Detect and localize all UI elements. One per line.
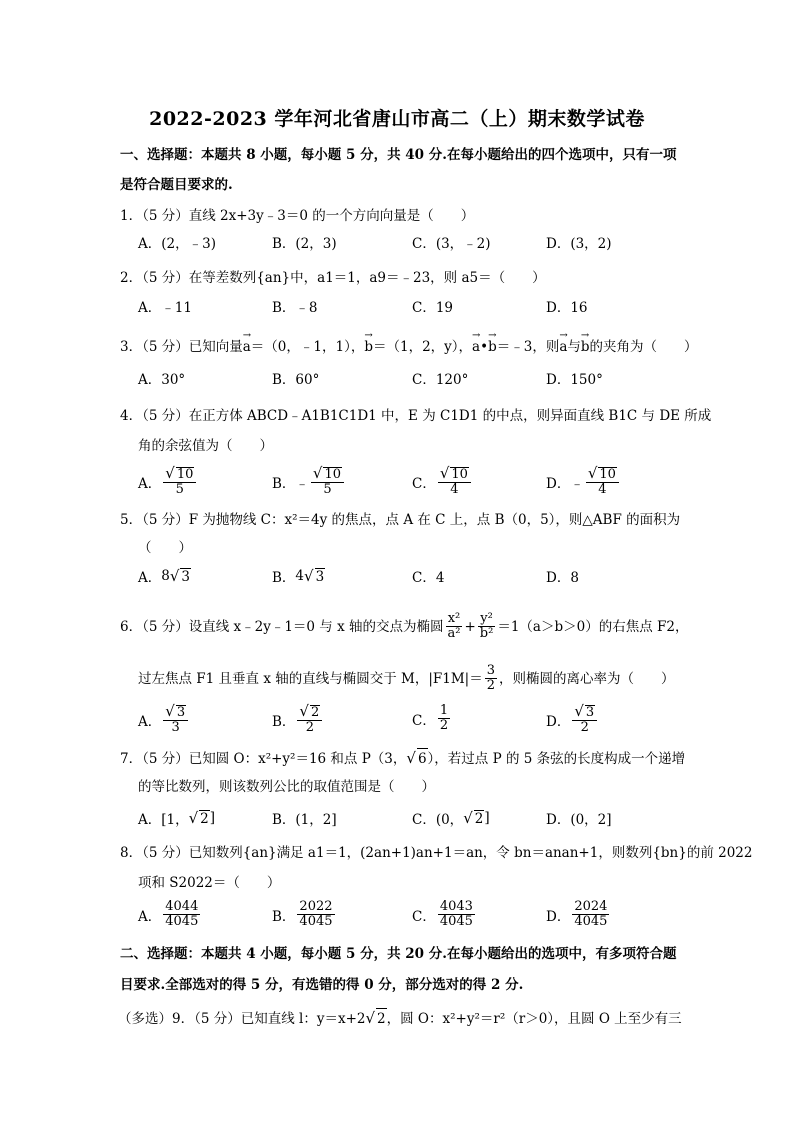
q6-option-d: D． $\frac{√ 3}{2}$ [546, 704, 599, 735]
q7-option-a: A．[1， √ 2 ] [138, 809, 216, 828]
q2-stem: 2．（5 分）在等差数列{an}中，a1＝1，a9＝﹣23，则 a5＝（ ） [120, 270, 546, 286]
q1-option-d: D．(3，2) [546, 236, 612, 252]
q5-stem-line1: 5．（5 分）F 为抛物线 C：x²＝4y 的焦点，点 A 在 C 上，点 B（0，5），则△ABF 的面积为 [120, 512, 681, 528]
q3-option-d: D．150° [546, 372, 603, 388]
q3-option-a: A．30° [138, 372, 186, 388]
q3-stem-mid2: ＝（1，2，y）， [372, 339, 473, 355]
vector-a: → a [243, 337, 251, 357]
q3-stem: 3．（5 分）已知向量→ a＝（0，﹣1，1），→ b＝（1，2，y），→ a•→ b＝﹣3，则→ a与→ b的夹角为（ ） [120, 337, 698, 357]
q8-stem-line1: 8．（5 分）已知数列{an}满足 a1＝1，(2an+1)an+1＝an，令 bn＝anan+1，则数列{bn}的前 2022 [120, 845, 753, 861]
q9-stem: （多选）9．（5 分）已知直线 l：y＝x+2√ 2，圆 O：x²+y²＝r²（r＞0），且圆 O 上至少有三 [118, 1009, 682, 1027]
vector-a-angle: → a [559, 337, 567, 357]
q4-option-d: D．﹣ $\frac{√ 10}{4}$ [546, 466, 621, 497]
q3-stem-mid: ＝（0，﹣1，1）， [250, 339, 365, 355]
q2-option-c: C．19 [412, 300, 454, 316]
q2-option-a: A．﹣11 [138, 300, 192, 316]
section2-heading-line1: 二、选择题：本题共 4 小题，每小题 5 分，共 20 分.在每小题给出的选项中，有多项符合题 [120, 946, 677, 962]
q8-option-d: D． $\frac{2024}{4045}$ [546, 899, 608, 929]
q4-options [138, 462, 698, 502]
q5-option-b: B． 4 √ 3 [272, 567, 325, 586]
q5-option-c: C．4 [412, 570, 445, 586]
q4-option-b: B．﹣ $\frac{√ 10}{5}$ [272, 466, 346, 497]
ellipse-x-term: $\frac{\text{x²}}{\text{a²}}$ [447, 611, 461, 641]
q5-option-d: D．8 [546, 570, 579, 586]
q8-option-b: B． $\frac{2022}{4045}$ [272, 899, 333, 929]
q3-stem-post: 的夹角为（ ） [589, 339, 698, 355]
q5-stem-line2: （ ） [138, 540, 192, 556]
q2-option-b: B．﹣8 [272, 300, 318, 316]
q2-options [138, 296, 698, 326]
q1-stem: 1．（5 分）直线 2x+3y﹣3＝0 的一个方向向量是（ ） [120, 208, 475, 224]
q3-option-c: C．120° [412, 372, 469, 388]
q7-options [138, 808, 698, 838]
section2-heading-line2: 目要求.全部选对的得 5 分，有选错的得 0 分，部分选对的得 2 分. [120, 977, 524, 993]
q6-option-b: B． $\frac{√ 2}{2}$ [272, 704, 324, 735]
q4-option-c: C． $\frac{√ 10}{4}$ [412, 466, 473, 497]
q7-stem-line1: 7．（5 分）已知圆 O：x²+y²＝16 和点 P（3，√ 6），若过点 P 的 5 条弦的长度构成一个递增 [120, 749, 686, 767]
q1-option-a: A．(2，﹣3) [138, 236, 216, 252]
q8-option-a: A． $\frac{4044}{4045}$ [138, 899, 199, 929]
q3-option-b: B．60° [272, 372, 320, 388]
q3-stem-pre: 3．（5 分）已知向量 [120, 339, 243, 355]
q6-option-a: A． $\frac{√ 3}{3}$ [138, 704, 190, 735]
q3-options [138, 368, 698, 398]
q3-stem-mid3: ＝﹣3，则 [496, 339, 560, 355]
q7-option-c: C．(0， √ 2 ] [412, 809, 490, 828]
q2-option-d: D．16 [546, 300, 588, 316]
section1-heading-line1: 一、选择题：本题共 8 小题，每小题 5 分，共 40 分.在每小题给出的四个选项中，只有一项 [120, 147, 677, 163]
page-title: 2022-2023 学年河北省唐山市高二（上）期末数学试卷 [149, 108, 645, 130]
q5-option-a: A． 8 √ 3 [138, 567, 190, 586]
q6-stem-line2: 过左焦点 F1 且垂直 x 轴的直线与椭圆交于 M，|F1M|＝ $\frac{3}{2}$ ，则椭圆的离心率为（ ） [138, 663, 675, 693]
q4-stem-line1: 4．（5 分）在正方体 ABCD﹣A1B1C1D1 中，E 为 C1D1 的中点，则异面直线 B1C 与 DE 所成 [120, 408, 712, 424]
ellipse-y-term: $\frac{\text{y²}}{\text{b²}}$ [479, 611, 494, 641]
q8-options [138, 900, 698, 940]
q7-option-d: D．(0，2] [546, 812, 612, 828]
q7-option-b: B．(1，2] [272, 812, 337, 828]
q8-stem-line2: 项和 S2022＝（ ） [138, 875, 281, 891]
q6-option-c: C． $\frac{1}{2}$ [412, 703, 449, 733]
q4-stem-line2: 角的余弦值为（ ） [138, 438, 273, 454]
q1-options [138, 232, 698, 262]
q5-options [138, 566, 698, 596]
vector-b-dot: → b [488, 337, 497, 357]
vector-b-angle: → b [581, 337, 590, 357]
vector-a-dot: → a [472, 337, 480, 357]
q4-option-a: A． $\frac{√ 10}{5}$ [138, 466, 198, 497]
q1-option-c: C．(3，﹣2) [412, 236, 491, 252]
section1-heading-line2: 是符合题目要求的. [120, 177, 233, 193]
q7-stem-line2: 的等比数列，则该数列公比的取值范围是（ ） [138, 779, 435, 795]
q6-options [138, 702, 698, 742]
q1-option-b: B．(2，3) [272, 236, 337, 252]
q6-stem-line1: 6．（5 分）设直线 x﹣2y﹣1＝0 与 x 轴的交点为椭圆 $\frac{\text{x²}}{\text{a²}}$ + $\frac{\text{y²}}{\text{b²}}$ ＝1（a＞b＞0）的右焦点 F2， [120, 611, 689, 641]
vector-b: → b [364, 337, 373, 357]
q8-option-c: C． $\frac{4043}{4045}$ [412, 899, 473, 929]
